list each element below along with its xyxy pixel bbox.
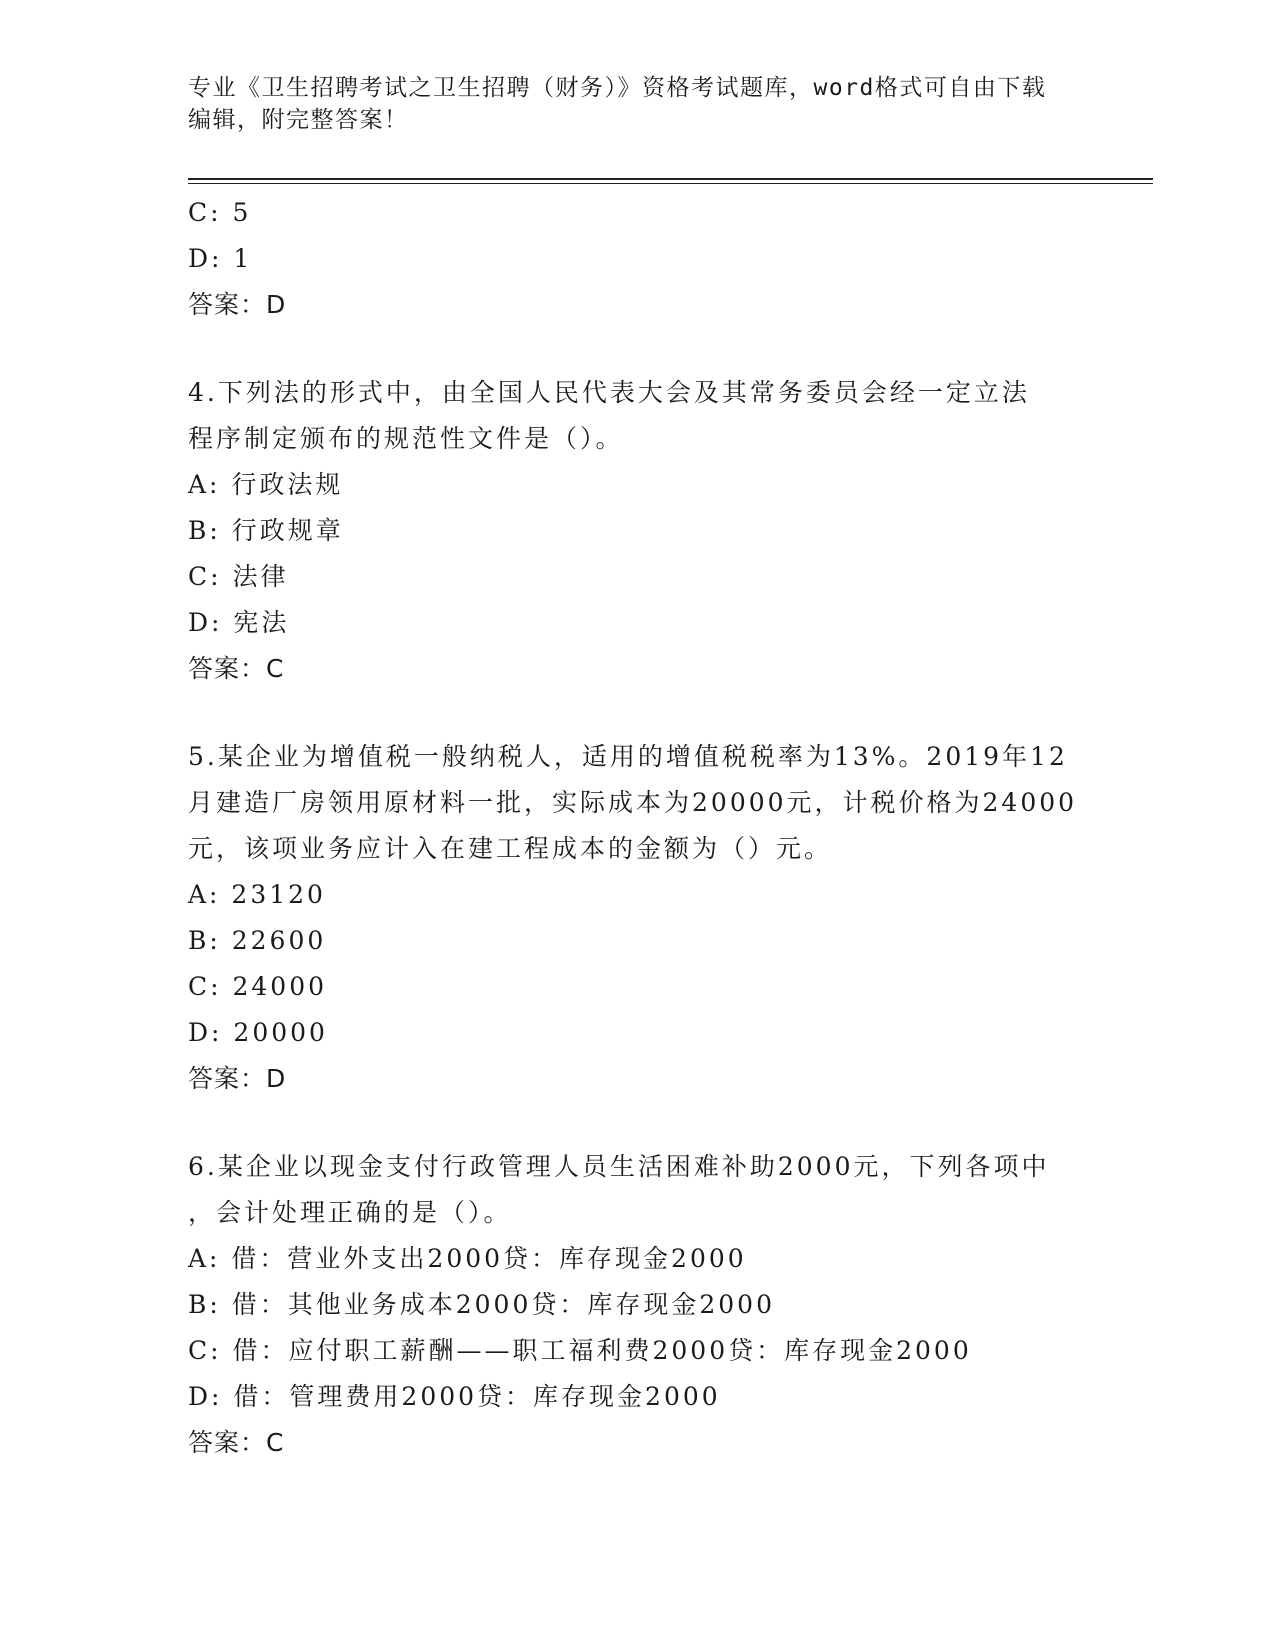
header-line-2: 编辑，附完整答案！ [188,107,409,133]
option-d: D: 20000 [188,1018,328,1047]
option-c: C: 借：应付职工薪酬——职工福利费2000贷：库存现金2000 [188,1336,972,1365]
answer-line: 答案：C [188,1428,285,1457]
question-stem: 元，该项业务应计入在建工程成本的金额为（）元。 [188,834,833,863]
answer-line: 答案：C [188,654,285,683]
option-b: B: 借：其他业务成本2000贷：库存现金2000 [188,1290,775,1319]
header-rule-thin [188,183,1153,184]
answer-line: 答案：D [188,290,287,319]
option-a: A: 行政法规 [188,470,344,499]
question-stem: 6.某企业以现金支付行政管理人员生活困难补助2000元，下列各项中 [188,1152,1050,1181]
question-list [188,190,1088,1466]
question-stem: 5.某企业为增值税一般纳税人，适用的增值税税率为13%。2019年12 [188,742,1068,771]
answer-line: 答案：D [188,1064,287,1093]
header-rule-thick [188,178,1153,180]
option-b: B: 行政规章 [188,516,344,545]
question-stem: 程序制定颁布的规范性文件是（）。 [188,424,624,453]
option-d: D: 1 [188,244,253,273]
option-d: D: 借：管理费用2000贷：库存现金2000 [188,1382,721,1411]
question-3-tail [188,190,1088,328]
option-c: C: 24000 [188,972,328,1001]
question-5 [188,734,1088,1102]
question-4 [188,370,1088,692]
option-a: A: 借：营业外支出2000贷：库存现金2000 [188,1244,747,1273]
question-stem: ，会计处理正确的是（）。 [188,1198,512,1227]
header-line-1: 专业《卫生招聘考试之卫生招聘（财务）》资格考试题库，word格式可自由下载 [188,75,1047,101]
question-stem: 4.下列法的形式中，由全国人民代表大会及其常务委员会经一定立法 [188,378,1030,407]
spacer [188,692,1088,734]
option-d: D: 宪法 [188,608,290,637]
option-a: A: 23120 [188,880,326,909]
document-header [188,72,1068,136]
spacer [188,1102,1088,1144]
option-b: B: 22600 [188,926,327,955]
option-c: C: 法律 [188,562,289,591]
question-6 [188,1144,1088,1466]
spacer [188,328,1088,370]
question-stem: 月建造厂房领用原材料一批，实际成本为20000元，计税价格为24000 [188,788,1078,817]
option-c: C: 5 [188,198,252,227]
